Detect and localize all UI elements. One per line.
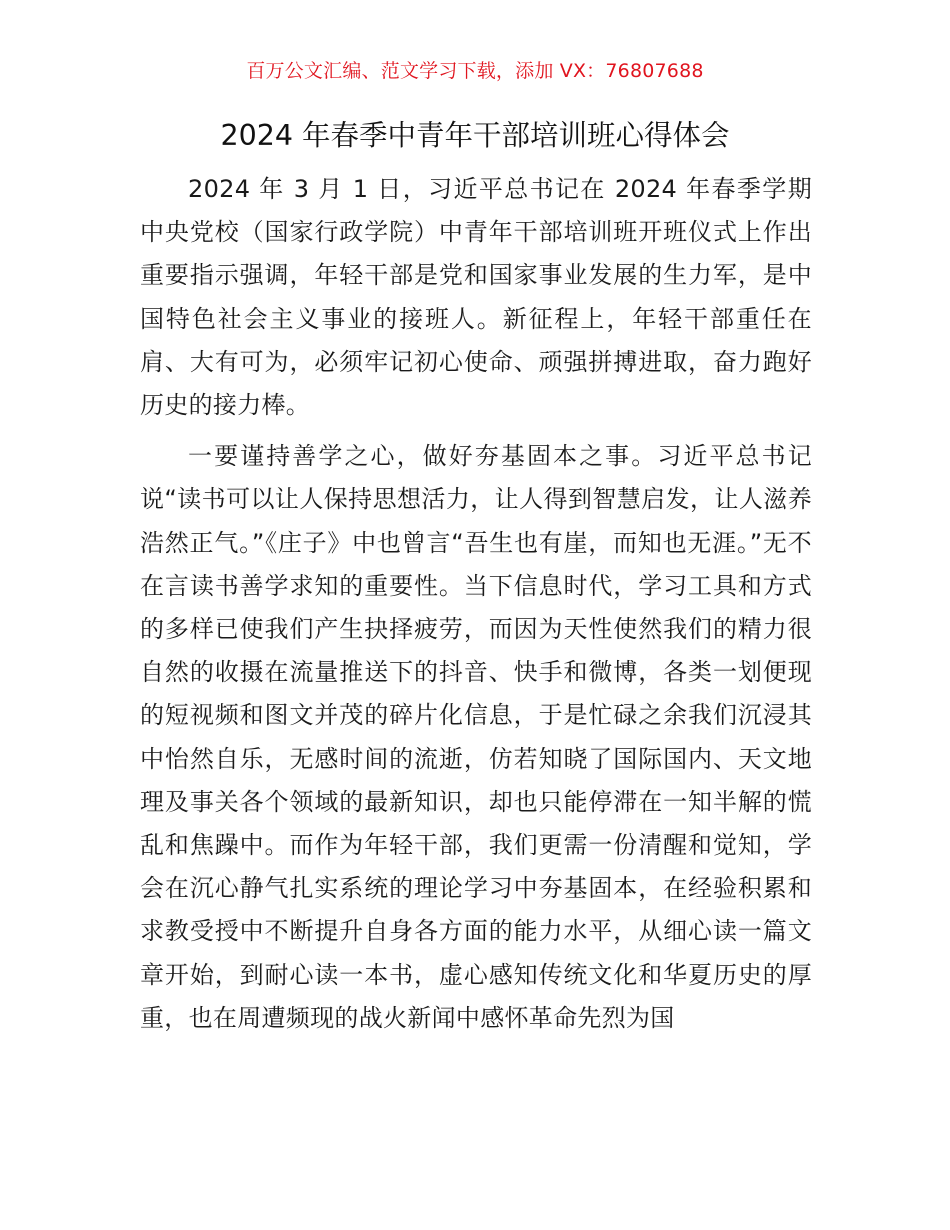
document-body xyxy=(140,168,812,1040)
body-paragraph: 2024 年 3 月 1 日，习近平总书记在 2024 年春季学期中央党校（国家行政学院）中青年干部培训班开班仪式上作出重要指示强调，年轻干部是党和国家事业发展的生力军，是中国特色社会主义事业的接班人。新征程上，年轻干部重任在肩、大有可为，必须牢记初心使命、顽强拼搏进取，奋力跑好历史的接力棒。 xyxy=(140,175,812,420)
document-title: 2024 年春季中青年干部培训班心得体会 xyxy=(220,119,730,152)
promo-header-text: 百万公文汇编、范文学习下载，添加 VX：76807688 xyxy=(246,60,704,82)
body-paragraph: 一要谨持善学之心，做好夯基固本之事。习近平总书记说“读书可以让人保持思想活力，让人得到智慧启发，让人滋养浩然正气。”《庄子》中也曾言“吾生也有崖，而知也无涯。”无不在言读书善学求知的重要性。当下信息时代，学习工具和方式的多样已使我们产生抉择疲劳，而因为天性使然我们的精力很自然的收摄在流量推送下的抖音、快手和微博，各类一划便现的短视频和图文并茂的碎片化信息，于是忙碌之余我们沉浸其中怡然自乐，无感时间的流逝，仿若知晓了国际国内、天文地理及事关各个领域的最新知识，却也只能停滞在一知半解的慌乱和焦躁中。而作为年轻干部，我们更需一份清醒和觉知，学会在沉心静气扎实系统的理论学习中夯基固本，在经验积累和求教受授中不断提升自身各方面的能力水平，从细心读一篇文章开始，到耐心读一本书，虚心感知传统文化和华夏历史的厚重，也在周遭频现的战火新闻中感怀革命先烈为国 xyxy=(140,442,812,1032)
